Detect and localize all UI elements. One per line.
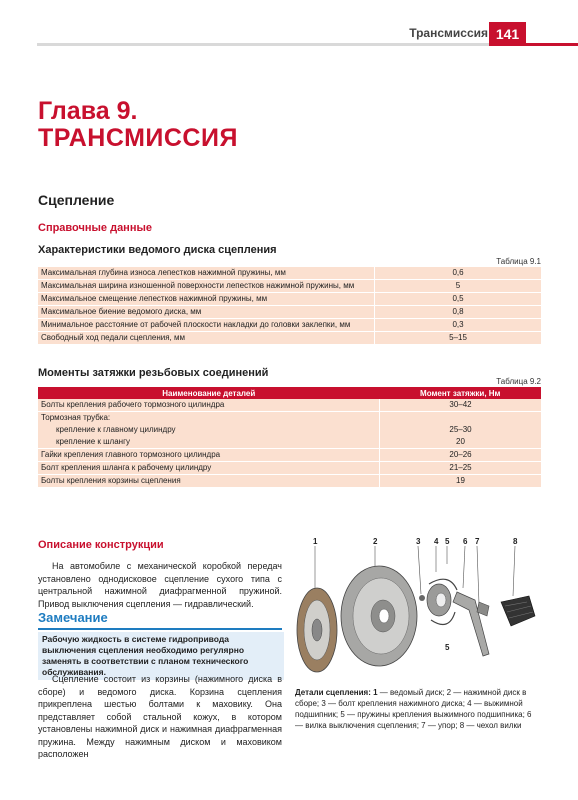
table-cell-value: 5–15	[375, 332, 542, 345]
description-paragraph-2	[38, 673, 282, 761]
column-header-torque: Момент затяжки, Нм	[380, 387, 542, 399]
table-row	[38, 293, 541, 306]
table-cell-value: 20–26	[380, 449, 542, 462]
table1	[38, 267, 541, 345]
table-row	[38, 306, 541, 319]
table-row	[38, 462, 541, 475]
caption-text: — ведомый диск; 2 — нажимной диск в сборе; 3 — болт крепления нажимного диска; 4 — выжимной подшипник; 5 — пружины крепления выжимного подшипника; 6 — вилка выключения сцепления; 7 — упор; 8 — чехол вилки	[295, 688, 532, 730]
driven-disc-drawing	[297, 588, 337, 672]
table-cell-label: Гайки крепления главного тормозного цилиндра	[38, 449, 380, 462]
table-cell-value: 0,3	[375, 319, 542, 332]
paragraph-text: На автомобиле с механической коробкой передач установлено однодисковое сцепление сухого типа с центральной нажимной диафрагменной пружиной. Привод выключения сцепления — гидравлический.	[38, 561, 282, 609]
description-title: Описание конструкции	[38, 539, 164, 551]
table2-title: Моменты затяжки резьбовых соединений	[38, 367, 269, 379]
header-rule	[37, 43, 499, 46]
table-row	[38, 332, 541, 345]
figure-label: 8	[513, 537, 518, 546]
reference-title: Справочные данные	[38, 222, 152, 234]
caption-lead: Детали сцепления: 1	[295, 688, 378, 697]
description-paragraph-1	[38, 560, 282, 610]
figure-label: 3	[416, 537, 421, 546]
table-cell-value: 5	[375, 280, 542, 293]
table-cell-value: 25–30	[380, 424, 542, 436]
table-cell-value: 20	[380, 436, 542, 449]
figure-label: 6	[463, 537, 468, 546]
table-cell-label: Максимальное смещение лепестков нажимной пружины, мм	[38, 293, 375, 306]
table-cell-label: крепление к главному цилиндру	[38, 424, 380, 436]
table-cell-label: Максимальная ширина изношенной поверхности лепестков нажимной пружины, мм	[38, 280, 375, 293]
figure-label: 1	[313, 537, 318, 546]
figure-label: 2	[373, 537, 378, 546]
clutch-parts-illustration	[289, 536, 539, 684]
table1-title: Характеристики ведомого диска сцепления	[38, 244, 277, 256]
table-cell-value: 0,6	[375, 267, 542, 280]
paragraph-text: Сцепление состоит из корзины (нажимного диска в сборе) и ведомого диска. Корзина сцепления прикреплена шестью болтами к маховику. Она представляет собой стальной кожух, в котором установлены нажимной диск и нажимная диафрагменная пружина. Между нажимным диском и маховиком расположен	[38, 674, 282, 759]
table-row	[38, 424, 541, 436]
figure-label: 7	[475, 537, 480, 546]
release-fork-drawing	[453, 592, 489, 656]
table2	[38, 387, 541, 488]
figure-label: 4	[434, 537, 439, 546]
table-cell-label: Болт крепления шланга к рабочему цилиндру	[38, 462, 380, 475]
table-row	[38, 436, 541, 449]
table-row	[38, 319, 541, 332]
figure-caption	[295, 687, 535, 731]
table-cell-label: крепление к шлангу	[38, 436, 380, 449]
table-cell-value	[380, 412, 542, 425]
table-row	[38, 267, 541, 280]
note-rule	[38, 628, 282, 630]
page-number: 141	[489, 22, 526, 46]
running-header: Трансмиссия	[409, 26, 488, 40]
table-cell-value: 0,5	[375, 293, 542, 306]
fork-boot-drawing	[501, 596, 535, 626]
note-box: Рабочую жидкость в системе гидропривода выключения сцепления необходимо регулярно заменять в соответствии с планом технического обслуживания.	[38, 632, 284, 680]
table-header-row	[38, 387, 541, 399]
header-accent-rule	[526, 43, 578, 46]
bolt-drawing	[419, 595, 425, 601]
table-cell-label: Минимальное расстояние от рабочей плоскости накладки до головки заклепки, мм	[38, 319, 375, 332]
table-cell-label: Тормозная трубка:	[38, 412, 380, 425]
table1-note: Таблица 9.1	[496, 257, 541, 266]
table-cell-label: Болты крепления корзины сцепления	[38, 475, 380, 488]
figure-label: 5	[445, 643, 450, 652]
figure-label: 5	[445, 537, 450, 546]
table-cell-value: 0,8	[375, 306, 542, 319]
table-row	[38, 412, 541, 425]
section-title: Сцепление	[38, 192, 115, 208]
table-cell-value: 19	[380, 475, 542, 488]
table-cell-value: 30–42	[380, 399, 542, 412]
table-row	[38, 449, 541, 462]
table-row	[38, 399, 541, 412]
table2-note: Таблица 9.2	[496, 377, 541, 386]
table-cell-label: Свободный ход педали сцепления, мм	[38, 332, 375, 345]
table-cell-label: Максимальная глубина износа лепестков нажимной пружины, мм	[38, 267, 375, 280]
chapter-number: Глава 9.	[38, 97, 138, 125]
note-title: Замечание	[38, 610, 108, 625]
table-row	[38, 475, 541, 488]
column-header-name: Наименование деталей	[38, 387, 380, 399]
release-bearing-drawing	[427, 579, 457, 624]
table-cell-label: Максимальное биение ведомого диска, мм	[38, 306, 375, 319]
pressure-plate-drawing	[341, 566, 417, 666]
table-row	[38, 280, 541, 293]
table-cell-label: Болты крепления рабочего тормозного цилиндра	[38, 399, 380, 412]
chapter-title: ТРАНСМИССИЯ	[38, 124, 238, 152]
table-cell-value: 21–25	[380, 462, 542, 475]
